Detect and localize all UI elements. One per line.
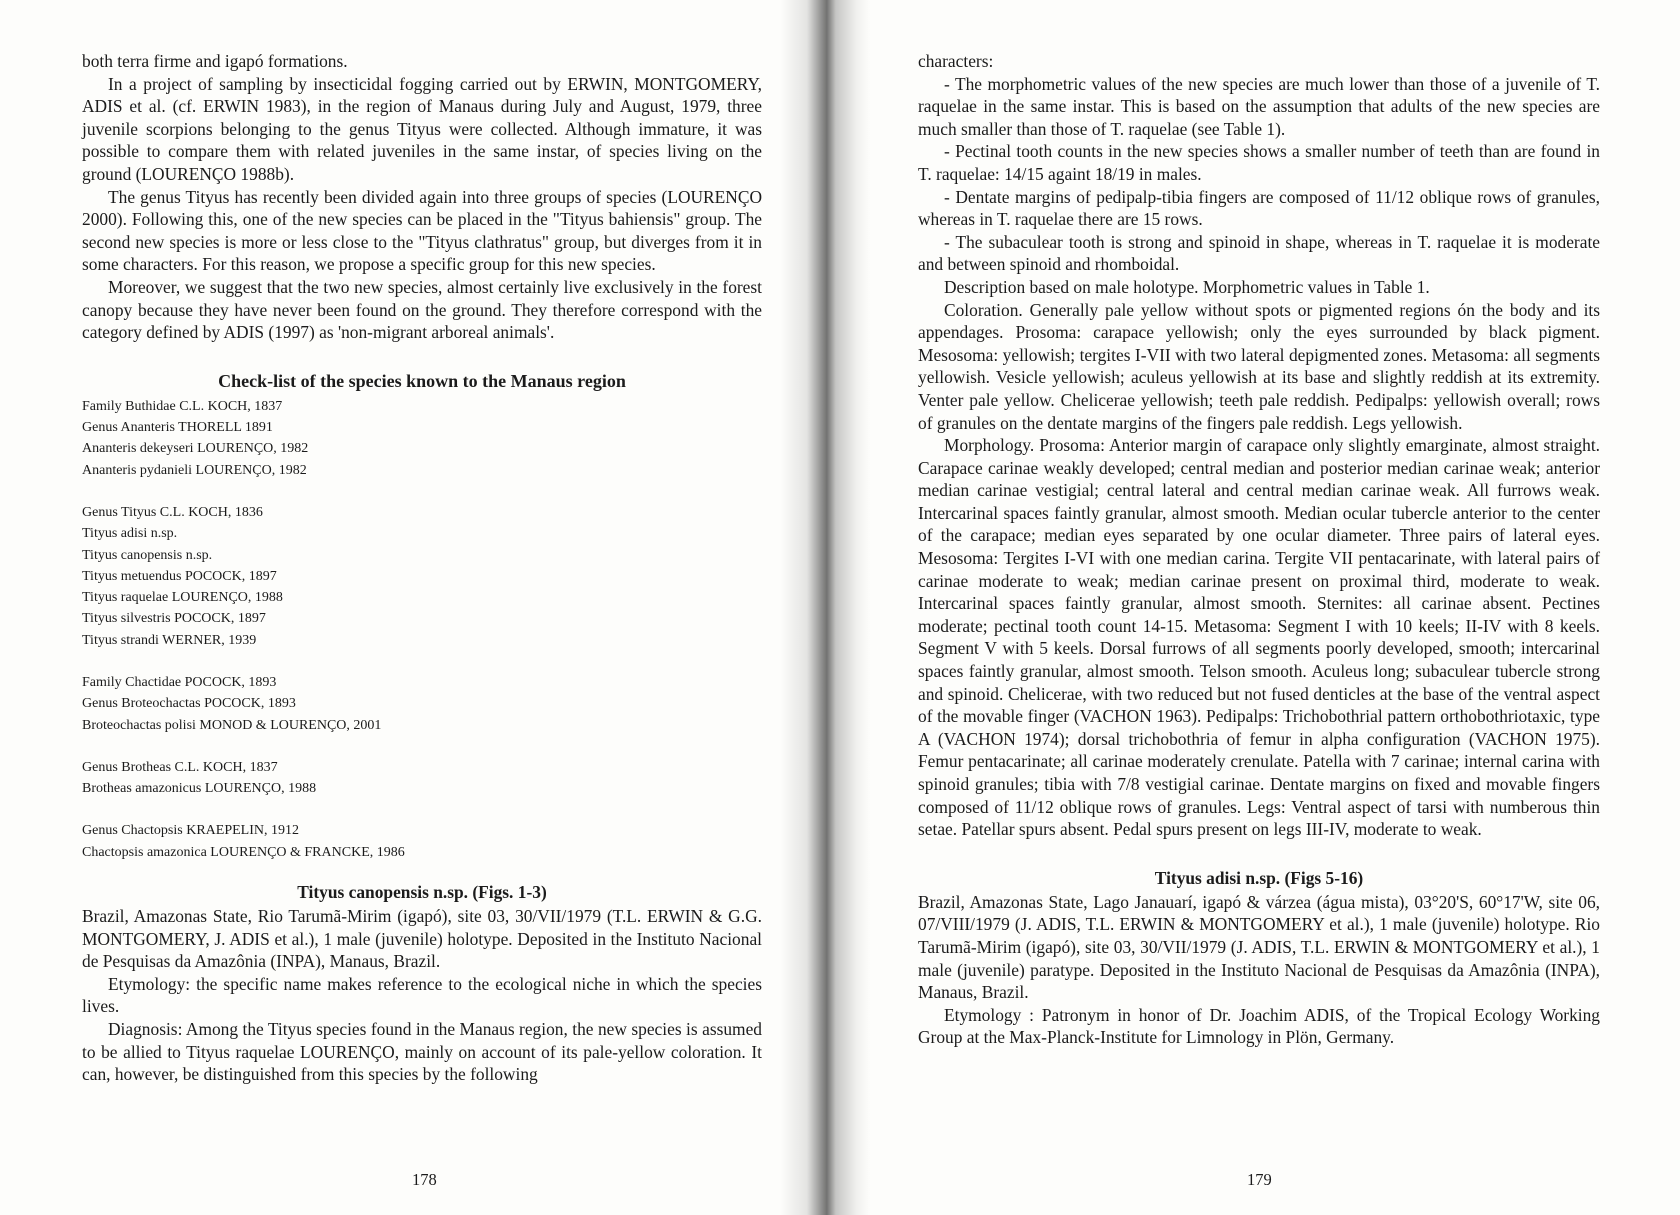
diagnosis-canopensis: Diagnosis: Among the Tityus species found in the Manaus region, the new species is assumed to be allied to Tityus raquelae LOURENÇO, mainly on account of its pale-yellow coloration. It can, however, be distinguished from this species by the following [82, 1019, 762, 1085]
morphology-paragraph: Morphology. Prosoma: Anterior margin of carapace only slightly emarginate, almost straight. Carapace carinae weakly developed; central median and posterior median carinae weak; anterior median carinae vestigial; central lateral and central median carinae weak. All furrows weak. Intercarinal spaces faintly granular, almost smooth. Median ocular tubercle anterior to the center of the carapace; median eyes separated by one ocular diameter. Three pairs of lateral eyes. Mesosoma: Tergites I-VI with one median carina. Tergite VII pentacarinate, with lateral pairs of carinae moderate to weak; median carinae present on proximal third, moderate to weak. Intercarinal spaces faintly granular, almost smooth. Sternites: all carinae absent. Pectines moderate; pectinal tooth count 14-15. Metasoma: Segment I with 10 keels; II-IV with 8 keels. Segment V with 5 keels. Dorsal furrows of all segments poorly developed, smooth; intercarinal spaces faintly granular, almost smooth. Telson smooth. Aculeus long; subaculear tubercle strong and spinoid. Chelicerae, with two reduced but not fused denticles at the base of the ventral aspect of the movable finger (VACHON 1963). Pedipalps: Trichobothrial pattern orthobothriotaxic, type A (VACHON 1974); dorsal trichobothria of femur in alpha configuration (VACHON 1975). Femur pentacarinate; all carinae moderately crenulate. Patella with 7 carinae; internal carina with spinoid granules; tibia with 7/8 vestigial carinae. Dentate margins on fixed and movable fingers composed of 11/12 oblique rows of granules. Legs: Ventral aspect of tarsi with numberous thin setae. Patellar spurs absent. Pedal spurs present on legs III-IV, moderate to weak. [918, 435, 1600, 840]
checklist-entry: Tityus adisi n.sp. [82, 526, 178, 542]
material-adisi: Brazil, Amazonas State, Lago Janauarí, igapó & várzea (água mista), 03°20'S, 60°17'W, site 06, 07/VIII/1979 (J. ADIS, T.L. ERWIN & MONTGOMERY et al.), 1 male (juvenile) holotype. Rio Tarumã-Mirim (igapó), site 03, 30/VII/1979 (J. ADIS, T.L. ERWIN & MONTGOMERY et al.), 1 male (juvenile) paratype. Deposited in the Instituto Nacional de Pesquisas da Amazônia (INPA), Manaus, Brazil. [918, 891, 1600, 1003]
characters-line: characters: [918, 51, 994, 71]
species-heading-canopensis: Tityus canopensis n.sp. (Figs. 1-3) [297, 882, 547, 903]
checklist-entry: Tityus raquelae LOURENÇO, 1988 [82, 590, 283, 606]
right-page [918, 50, 1600, 1049]
etymology-canopensis: Etymology: the specific name makes reference to the ecological niche in which the species lives. [82, 973, 762, 1017]
checklist-entry: Family Buthidae C.L. KOCH, 1837 [82, 398, 283, 414]
character-subaculear: - The subaculear tooth is strong and spinoid in shape, whereas in T. raquelae it is moderate and between spinoid and rhomboidal. [918, 231, 1600, 275]
checklist-title: Check-list of the species known to the Manaus region [218, 370, 626, 391]
paragraph-groups: The genus Tityus has recently been divided again into three groups of species (LOURENÇO 2000). Following this, one of the new species can be placed in the "Tityus bahiensis" group. The second new species is more or less close to the "Tityus clathratus" group, but diverges from it in some characters. For this reason, we propose a specific group for this new species. [82, 186, 762, 275]
checklist-entry: Tityus canopensis n.sp. [82, 547, 213, 563]
species-heading-adisi: Tityus adisi n.sp. (Figs 5-16) [1154, 867, 1364, 888]
checklist-entry: Ananteris dekeyseri LOURENÇO, 1982 [82, 441, 309, 457]
paragraph-canopy: Moreover, we suggest that the two new species, almost certainly live exclusively in the forest canopy because they have never been found on the ground. They therefore correspond with the category defined by ADIS (1997) as 'non-migrant arboreal animals'. [82, 276, 762, 343]
checklist-entry: Ananteris pydanieli LOURENÇO, 1982 [82, 462, 307, 478]
checklist-entry: Brotheas amazonicus LOURENÇO, 1988 [82, 781, 317, 797]
page-number-right: 179 [1247, 1170, 1272, 1189]
etymology-adisi: Etymology : Patronym in honor of Dr. Joachim ADIS, of the Tropical Ecology Working Group at the Max-Planck-Institute for Limnology in Plön, Germany. [918, 1004, 1600, 1048]
character-pectinal: - Pectinal tooth counts in the new species shows a smaller number of teeth than are found in T. raquelae: 14/15 againt 18/19 in males. [918, 141, 1600, 184]
checklist-entry: Tityus silvestris POCOCK, 1897 [82, 611, 266, 627]
paragraph-fogging: In a project of sampling by insecticidal fogging carried out by ERWIN, MONTGOMERY, ADIS et al. (cf. ERWIN 1983), in the region of Manaus during July and August, 1979, three juvenile scorpions belonging to the genus Tityus were collected. Although immature, it was possible to compare them with related juveniles in the same instar, of species living on the ground (LOURENÇO 1988b). [82, 73, 762, 184]
character-dentate: - Dentate margins of pedipalp-tibia fingers are composed of 11/12 oblique rows of granules, whereas in T. raquelae there are 15 rows. [918, 186, 1600, 230]
character-morphometric: - The morphometric values of the new species are much lower than those of a juvenile of T. raquelae in the same instar. This is based on the assumption that adults of the new species are much smaller than those of T. raquelae (see Table 1). [918, 73, 1600, 139]
intro-line: both terra firme and igapó formations. [82, 51, 348, 71]
checklist-entry: Genus Broteochactas POCOCK, 1893 [82, 696, 296, 712]
checklist-entry: Chactopsis amazonica LOURENÇO & FRANCKE, 1986 [82, 844, 405, 860]
species-checklist [82, 396, 762, 863]
checklist-entry: Family Chactidae POCOCK, 1893 [82, 674, 277, 690]
left-page [82, 50, 762, 1086]
checklist-entry: Broteochactas polisi MONOD & LOURENÇO, 2001 [82, 717, 382, 733]
checklist-entry: Genus Brotheas C.L. KOCH, 1837 [82, 759, 278, 775]
checklist-entry: Tityus metuendus POCOCK, 1897 [82, 568, 277, 584]
book-gutter-shadow [780, 0, 870, 1215]
description-basis: Description based on male holotype. Morphometric values in Table 1. [944, 276, 1430, 297]
checklist-entry: Genus Tityus C.L. KOCH, 1836 [82, 504, 263, 520]
material-canopensis: Brazil, Amazonas State, Rio Tarumã-Mirim (igapó), site 03, 30/VII/1979 (T.L. ERWIN & G.G. MONTGOMERY, J. ADIS et al.), 1 male (juvenile) holotype. Deposited in the Instituto Nacional de Pesquisas da Amazônia (INPA), Manaus, Brazil. [82, 906, 762, 972]
checklist-entry: Genus Ananteris THORELL 1891 [82, 420, 273, 436]
checklist-entry: Tityus strandi WERNER, 1939 [82, 632, 257, 648]
coloration-paragraph: Coloration. Generally pale yellow without spots or pigmented regions ón the body and its appendages. Prosoma: carapace yellowish; only the eyes surrounded by black pigment. Mesosoma: yellowish; tergites I-VII with two lateral depigmented zones. Metasoma: all segments yellowish. Vesicle yellowish; aculeus yellowish at its base and slightly reddish at its extremity. Venter pale yellow. Chelicerae yellowish; teeth pale reddish. Pedipalps: yellowish overall; rows of granules on the dentate margins of the fingers pale reddish. Legs yellowish. [918, 299, 1600, 433]
page-number-left: 178 [412, 1170, 437, 1189]
checklist-entry: Genus Chactopsis KRAEPELIN, 1912 [82, 823, 299, 839]
